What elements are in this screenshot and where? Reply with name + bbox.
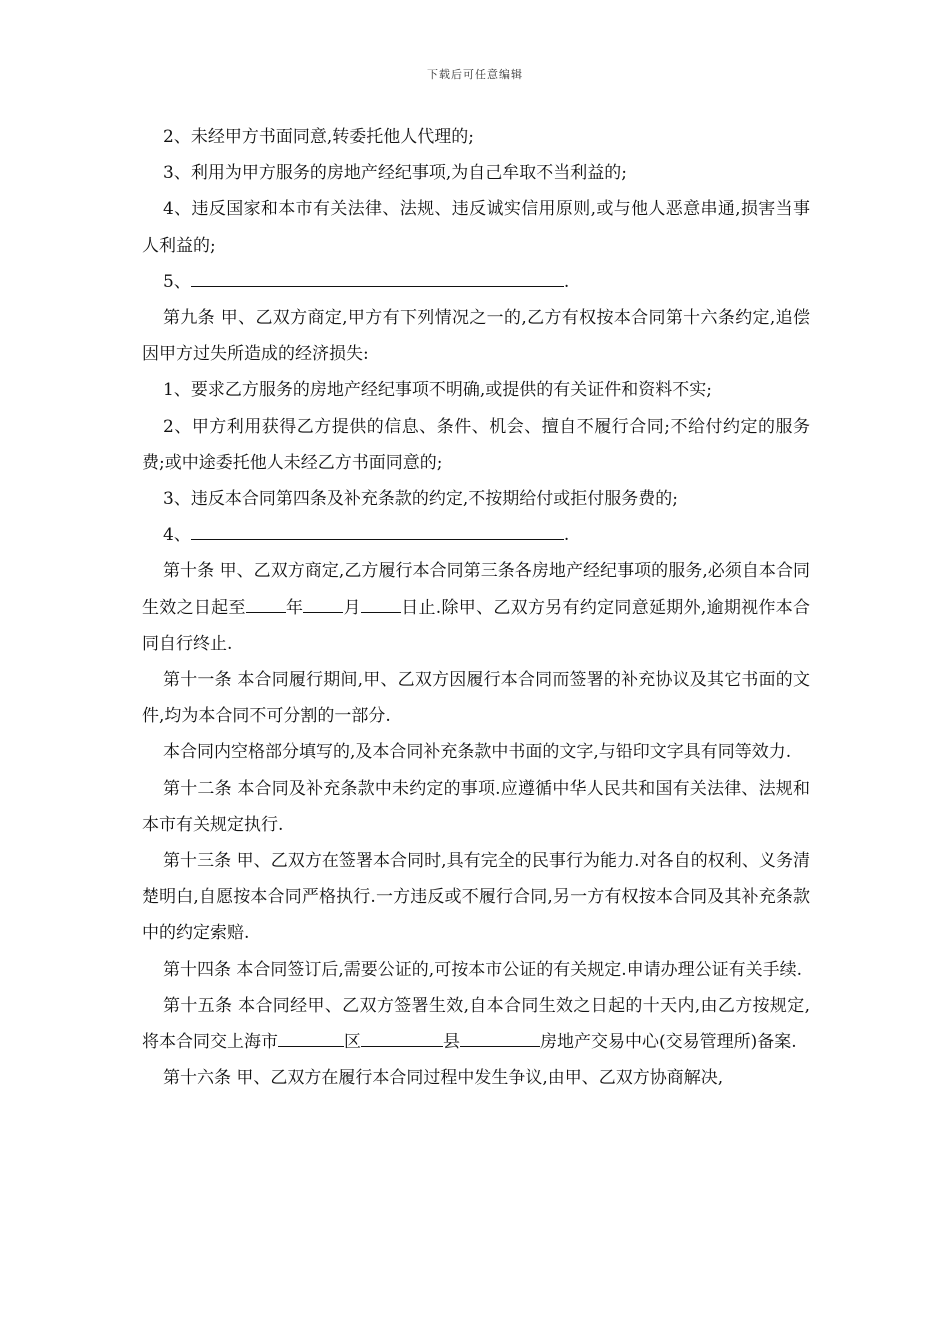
article-15-text-a: 第十五条 本合同经甲、乙双方签署生效,自本合同生效之日起的十天内,由乙方按规定,将本合同交上海市 <box>142 995 810 1053</box>
article-12: 第十二条 本合同及补充条款中未约定的事项.应遵循中华人民共和国有关法律、法规和本市有关规定执行. <box>142 778 810 835</box>
clause-item-2: 2、未经甲方书面同意,转委托他人代理的; <box>163 127 474 147</box>
center-blank <box>460 1026 540 1047</box>
district-blank <box>278 1026 344 1047</box>
article-9-item-3: 3、违反本合同第四条及补充条款的约定,不按期给付或拒付服务费的; <box>163 489 678 510</box>
article-10-text-b: 日止.除甲、乙双方另有约定同意延期外,逾期视作本合同自行终止. <box>142 597 811 654</box>
county-blank <box>361 1026 443 1047</box>
item-end: . <box>563 271 570 292</box>
county-label: 县 <box>443 1032 460 1053</box>
article-9-item-4 <box>142 517 810 553</box>
article-15 <box>142 988 810 1060</box>
month-blank <box>303 592 343 613</box>
article-10-text-a: 第十条 甲、乙双方商定,乙方履行本合同第三条各房地产经纪事项的服务,必须自本合同生效之日起至 <box>142 561 810 618</box>
year-label: 年 <box>285 597 304 618</box>
article-10 <box>142 553 810 662</box>
article-13: 第十三条 甲、乙双方在签署本合同时,具有完全的民事行为能力.对各自的权利、义务清楚明白,自愿按本合同严格执行.一方违反或不履行合同,另一方有权按本合同及其补充条款中的约定索赔. <box>142 851 810 944</box>
article-16: 第十六条 甲、乙双方在履行本合同过程中发生争议,由甲、乙双方协商解决, <box>163 1068 724 1089</box>
fill-blank <box>191 266 564 287</box>
clause-item-3: 3、利用为甲方服务的房地产经纪事项,为自己牟取不当利益的; <box>163 163 627 184</box>
article-11: 第十一条 本合同履行期间,甲、乙双方因履行本合同而签署的补充协议及其它书面的文件,均为本合同不可分割的一部分. <box>142 670 810 727</box>
article-9-item-2: 2、甲方利用获得乙方提供的信息、条件、机会、擅自不履行合同;不给付约定的服务费;或中途委托他人未经乙方书面同意的; <box>142 416 810 473</box>
clause-item-5 <box>142 264 810 300</box>
item-end: . <box>563 525 570 546</box>
item-number: 5、 <box>163 271 191 292</box>
contract-body <box>142 119 810 1096</box>
article-11-note: 本合同内空格部分填写的,及本合同补充条款中书面的文字,与铅印文字具有同等效力. <box>163 742 792 763</box>
header-note: 下载后可任意编辑 <box>427 68 523 81</box>
item-number: 4、 <box>163 525 191 546</box>
article-14: 第十四条 本合同签订后,需要公证的,可按本市公证的有关规定.申请办理公证有关手续. <box>163 959 803 980</box>
district-label: 区 <box>344 1032 361 1053</box>
clause-item-4: 4、违反国家和本市有关法律、法规、违反诚实信用原则,或与他人恶意串通,损害当事人利益的; <box>142 199 810 256</box>
year-blank <box>246 592 286 613</box>
day-blank <box>361 592 401 613</box>
article-15-text-b: 房地产交易中心(交易管理所)备案. <box>540 1032 797 1053</box>
article-9-item-1: 1、要求乙方服务的房地产经纪事项不明确,或提供的有关证件和资料不实; <box>163 380 712 401</box>
article-9: 第九条 甲、乙双方商定,甲方有下列情况之一的,乙方有权按本合同第十六条约定,追偿因甲方过失所造成的经济损失: <box>142 308 810 365</box>
month-label: 月 <box>343 597 361 618</box>
fill-blank <box>191 519 564 540</box>
